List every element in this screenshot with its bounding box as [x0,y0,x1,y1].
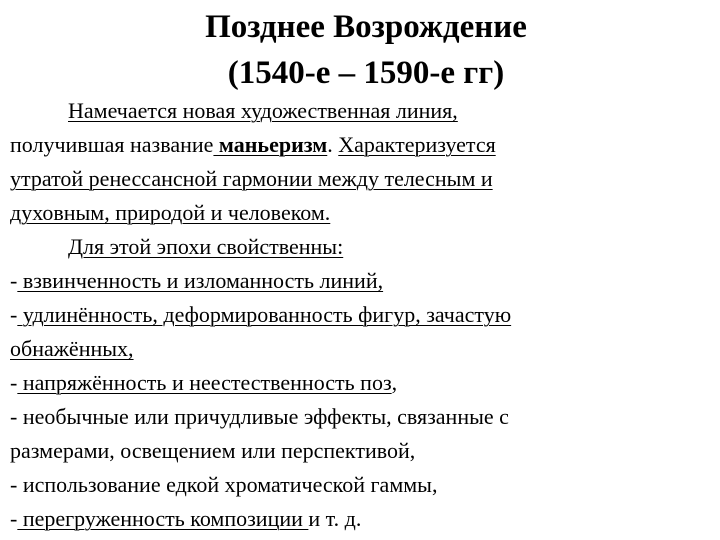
list-item-continuation: размерами, освещением или перспективой, [10,438,416,463]
list-item-continuation [10,332,712,366]
list-item [10,502,712,536]
list-item: - использование едкой хроматической гаммы, [10,472,438,497]
plain-text: и т. д. [308,506,362,531]
term-mannerism: маньеризм [213,132,328,157]
underlined-text: удлинённость, деформированность фигур, зачастую [17,302,512,327]
list-intro [10,230,712,264]
title-line-2: (1540-е – 1590-е гг) [227,55,505,91]
slide-title [0,4,720,96]
paragraph-line [10,94,712,128]
paragraph-line: духовным, природой и человеком. [10,200,331,225]
list-item [10,264,712,298]
underlined-text: обнажённых, [10,336,134,361]
list-item [10,366,712,400]
paragraph-line [10,128,712,162]
list-item [10,298,712,332]
plain-text: . [327,132,339,157]
title-line-1: Позднее Возрождение [205,9,527,45]
underlined-text: Характеризуется [338,132,496,157]
underlined-text: взвинченность и изломанность линий, [17,268,384,293]
underlined-text: Для этой эпохи свойственны: [68,234,344,259]
slide-body [10,94,712,536]
list-dash: - [10,268,18,293]
plain-text: получившая название [10,132,214,157]
underlined-text: Намечается новая художественная линия, [68,98,458,123]
underlined-text: перегруженность композиции [17,506,309,531]
list-dash: - [10,302,18,327]
paragraph-line: утратой ренессансной гармонии между телесным и [10,166,493,191]
plain-text: , [391,370,398,395]
list-dash: - [10,506,18,531]
list-item: - необычные или причудливые эффекты, связанные с [10,404,509,429]
list-dash: - [10,370,18,395]
underlined-text: напряжённость и неестественность поз [17,370,392,395]
